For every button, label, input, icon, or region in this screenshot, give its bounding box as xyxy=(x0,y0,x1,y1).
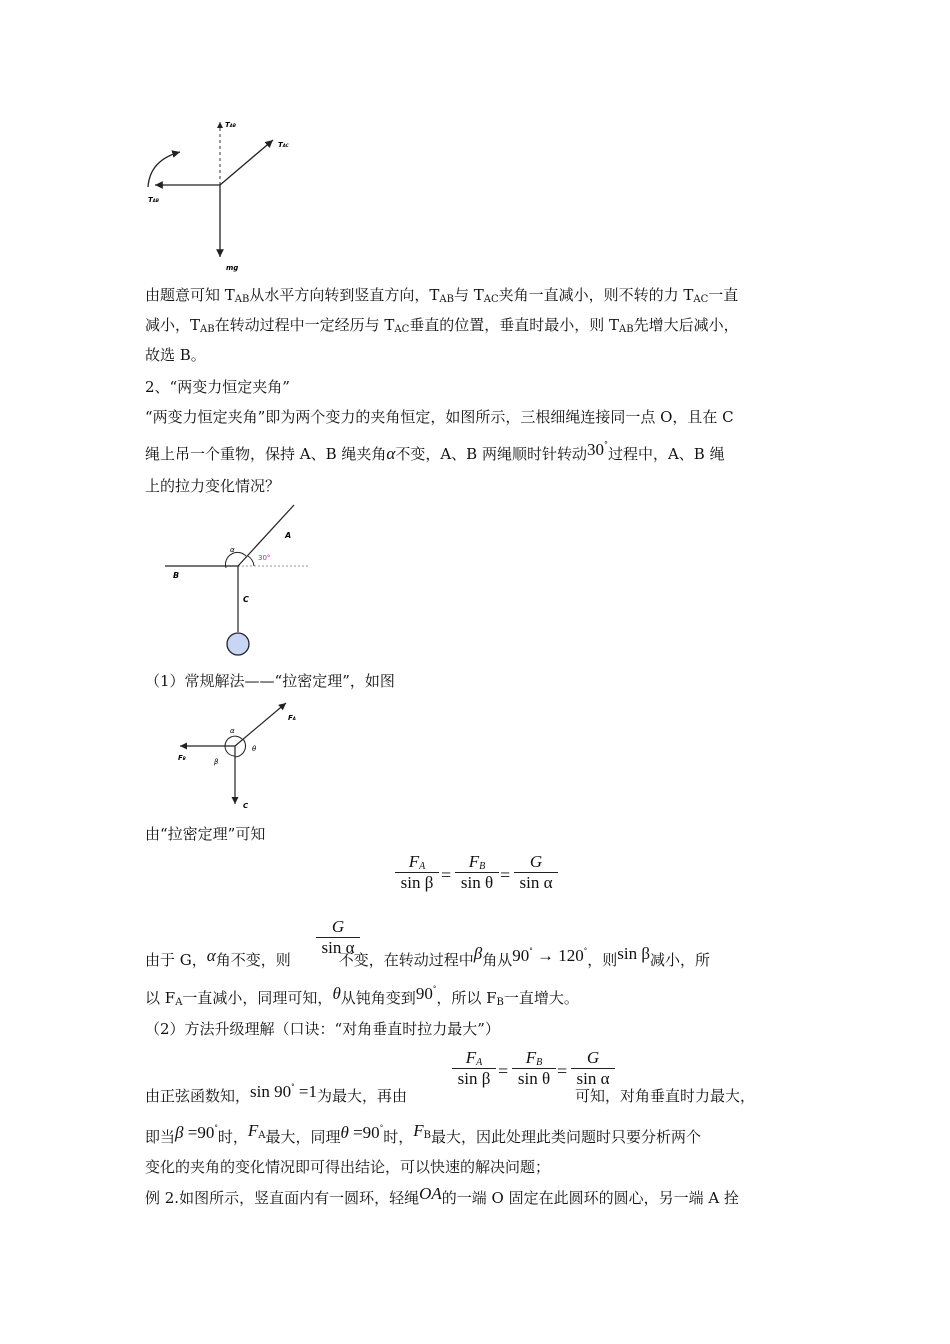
lami-diagram xyxy=(168,700,308,815)
eq2-equals-1: = xyxy=(498,1061,509,1081)
label-tac: TAC xyxy=(278,141,289,149)
eq2-frac1: $\frac{F_A}{\text{sin β}}$ xyxy=(452,1048,496,1089)
force-diagram-1 xyxy=(140,112,310,277)
eq1-frac1: $\frac{F_A}{\text{sin β}}$ xyxy=(395,852,439,893)
label-C: C xyxy=(243,802,249,810)
eq1-equals-2: = xyxy=(500,865,511,885)
para4-line2: 即当β =90°时，$F_A$最大，同理θ =90°时，$F_B$最大，因此处理此类问题时只要分析两个 xyxy=(145,1121,701,1146)
para1-line3: 故选 B。 xyxy=(145,346,206,364)
para3-line2: 以 $F_A$一直减小，同理可知，θ从钝角变到90°，所以 $F_B$一直增大。 xyxy=(145,984,579,1008)
label-beta: β xyxy=(214,758,219,766)
eq2-equals-2: = xyxy=(557,1061,568,1081)
eq2-frac2: $\frac{F_B}{\text{sin θ}}$ xyxy=(512,1048,556,1089)
para2-line3: 上的拉力变化情况？ xyxy=(145,477,281,495)
para4-line3: 变化的夹角的变化情况即可得出结论，可以快速的解决问题； xyxy=(145,1158,551,1176)
label-A: A xyxy=(285,531,292,540)
label-tab-top: TAB xyxy=(225,121,236,129)
lami-intro: 由“拉密定理”可知 xyxy=(145,825,266,843)
para2-line1: “两变力恒定夹角”即为两个变力的夹角恒定，如图所示，三根细绳连接同一点 O，且在 C xyxy=(145,408,734,426)
g-over-sin-alpha: $\frac{G}{\text{sin α}}$ xyxy=(316,917,360,958)
rope-diagram xyxy=(160,500,320,665)
label-mg: mg xyxy=(226,264,239,272)
label-FB: FB xyxy=(178,754,186,762)
para1-line1: 由题意可知 $T_{AB}$从水平方向转到竖直方向，$T_{AB}$与 $T_{AC}$夹角一直减小，则不转的力 $T_{AC}$一直 xyxy=(145,286,739,305)
step2-heading: （2）方法升级理解（口诀：“对角垂直时拉力最大”） xyxy=(145,1020,500,1038)
eq2-frac3: $\frac{G}{\text{sin α}}$ xyxy=(571,1048,615,1089)
example2-line: 例 2.如图所示，竖直面内有一圆环，轻绳OA的一端 O 固定在此圆环的圆心，另一端 A 拴 xyxy=(145,1184,739,1207)
label-theta: θ xyxy=(252,745,257,753)
label-FA: FA xyxy=(288,714,296,722)
label-30deg: 30° xyxy=(258,554,271,562)
para3-line1: 由于 G，α角不变，则 不变，在转动过程中β角从90° → 120°，则sin β减小，所 xyxy=(145,944,710,969)
eq1-equals-1: = xyxy=(441,865,452,885)
label-C: C xyxy=(243,595,249,604)
label-alpha: α xyxy=(230,727,235,735)
step1-heading: （1）常规解法——“拉密定理”，如图 xyxy=(145,672,395,690)
section-heading-2: 2、“两变力恒定夹角” xyxy=(145,378,290,396)
label-tab-left: TAB xyxy=(148,196,159,204)
label-alpha: α xyxy=(230,546,235,554)
eq1-frac3: $\frac{G}{\text{sin α}}$ xyxy=(514,852,558,893)
para4-line1: 由正弦函数知，sin 90° =1为最大，再由 可知，对角垂直时力最大， xyxy=(145,1082,755,1105)
para2-line2: 绳上吊一个重物，保持 A、B 绳夹角α不变，A、B 两绳顺时针转动30°过程中，A、B 绳 xyxy=(145,440,725,463)
eq1-frac2: $\frac{F_B}{\text{sin θ}}$ xyxy=(455,852,499,893)
para1-line2: 减小，$T_{AB}$在转动过程中一定经历与 $T_{AC}$垂直的位置，垂直时最小，则 $T_{AB}$先增大后减小， xyxy=(145,316,739,335)
label-B: B xyxy=(173,571,180,580)
